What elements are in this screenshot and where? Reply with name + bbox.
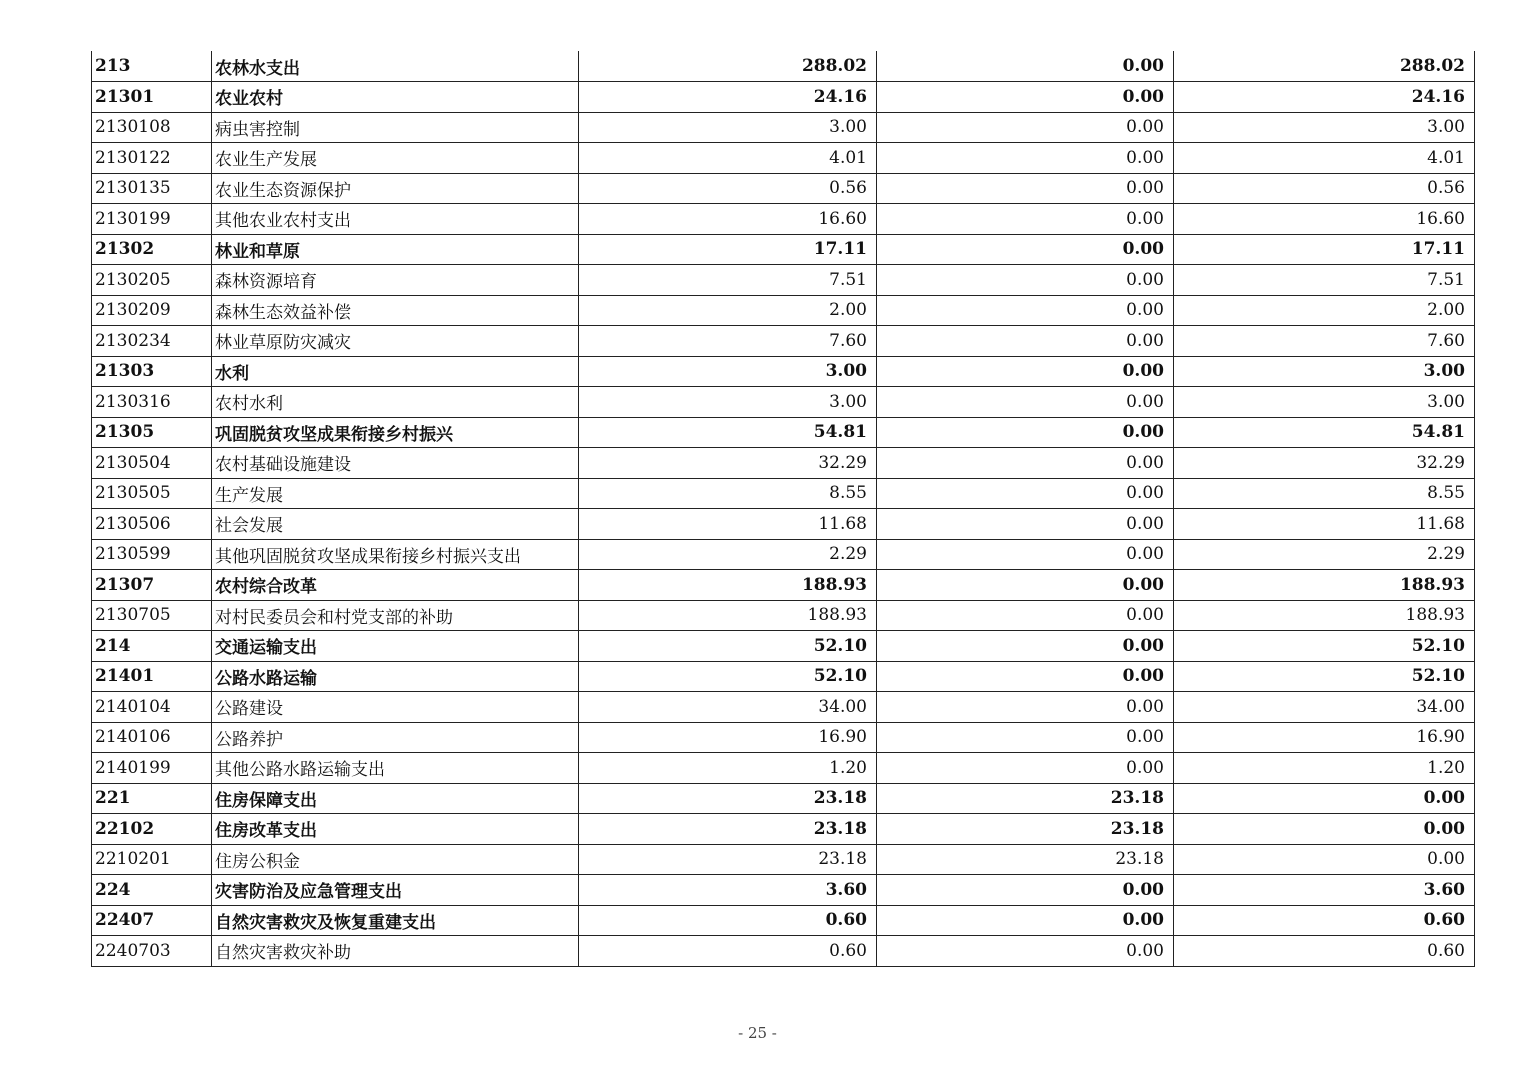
account-name-cell: 农业生态资源保护 — [212, 173, 579, 204]
page-number: - 25 - — [738, 1024, 777, 1042]
account-name-cell: 巩固脱贫攻坚成果衔接乡村振兴 — [212, 417, 579, 448]
table-row — [92, 478, 1475, 509]
project-expenditure-cell: 32.29 — [1174, 448, 1475, 479]
account-name-cell: 住房保障支出 — [212, 783, 579, 814]
account-name-cell: 交通运输支出 — [212, 631, 579, 662]
account-code-cell: 2240703 — [92, 936, 212, 967]
account-code-cell: 2130108 — [92, 112, 212, 143]
account-code-cell: 2210201 — [92, 844, 212, 875]
project-expenditure-cell: 3.60 — [1174, 875, 1475, 906]
project-expenditure-cell: 3.00 — [1174, 356, 1475, 387]
account-code-cell: 2130122 — [92, 143, 212, 174]
account-code-cell: 22102 — [92, 814, 212, 845]
account-code-cell: 22407 — [92, 905, 212, 936]
table-row — [92, 722, 1475, 753]
basic-expenditure-cell: 0.00 — [877, 173, 1174, 204]
account-code-cell: 2130705 — [92, 600, 212, 631]
table-row — [92, 234, 1475, 265]
project-expenditure-cell: 24.16 — [1174, 82, 1475, 113]
basic-expenditure-cell: 0.00 — [877, 509, 1174, 540]
basic-expenditure-cell: 0.00 — [877, 387, 1174, 418]
table-row — [92, 295, 1475, 326]
total-amount-cell: 16.90 — [579, 722, 877, 753]
total-amount-cell: 1.20 — [579, 753, 877, 784]
basic-expenditure-cell: 0.00 — [877, 875, 1174, 906]
table-row — [92, 51, 1475, 82]
total-amount-cell: 23.18 — [579, 844, 877, 875]
account-name-cell: 对村民委员会和村党支部的补助 — [212, 600, 579, 631]
table-row — [92, 82, 1475, 113]
account-code-cell: 2130599 — [92, 539, 212, 570]
account-code-cell: 2130316 — [92, 387, 212, 418]
account-code-cell: 2140106 — [92, 722, 212, 753]
project-expenditure-cell: 3.00 — [1174, 387, 1475, 418]
basic-expenditure-cell: 0.00 — [877, 936, 1174, 967]
account-name-cell: 生产发展 — [212, 478, 579, 509]
total-amount-cell: 3.00 — [579, 387, 877, 418]
project-expenditure-cell: 17.11 — [1174, 234, 1475, 265]
account-name-cell: 农村综合改革 — [212, 570, 579, 601]
account-name-cell: 农村水利 — [212, 387, 579, 418]
basic-expenditure-cell: 0.00 — [877, 600, 1174, 631]
account-code-cell: 2130205 — [92, 265, 212, 296]
basic-expenditure-cell: 0.00 — [877, 478, 1174, 509]
table-row — [92, 539, 1475, 570]
table-row — [92, 570, 1475, 601]
table-row — [92, 204, 1475, 235]
project-expenditure-cell: 2.00 — [1174, 295, 1475, 326]
basic-expenditure-cell: 0.00 — [877, 722, 1174, 753]
account-name-cell: 林业和草原 — [212, 234, 579, 265]
basic-expenditure-cell: 23.18 — [877, 814, 1174, 845]
account-code-cell: 2130506 — [92, 509, 212, 540]
total-amount-cell: 23.18 — [579, 783, 877, 814]
basic-expenditure-cell: 0.00 — [877, 51, 1174, 82]
account-name-cell: 灾害防治及应急管理支出 — [212, 875, 579, 906]
total-amount-cell: 2.29 — [579, 539, 877, 570]
table-row — [92, 905, 1475, 936]
account-code-cell: 224 — [92, 875, 212, 906]
project-expenditure-cell: 7.51 — [1174, 265, 1475, 296]
project-expenditure-cell: 0.56 — [1174, 173, 1475, 204]
account-name-cell: 农村基础设施建设 — [212, 448, 579, 479]
account-name-cell: 住房改革支出 — [212, 814, 579, 845]
table-row — [92, 783, 1475, 814]
project-expenditure-cell: 1.20 — [1174, 753, 1475, 784]
total-amount-cell: 3.00 — [579, 356, 877, 387]
account-name-cell: 自然灾害救灾及恢复重建支出 — [212, 905, 579, 936]
account-code-cell: 214 — [92, 631, 212, 662]
basic-expenditure-cell: 0.00 — [877, 753, 1174, 784]
basic-expenditure-cell: 0.00 — [877, 143, 1174, 174]
total-amount-cell: 3.00 — [579, 112, 877, 143]
project-expenditure-cell: 54.81 — [1174, 417, 1475, 448]
total-amount-cell: 32.29 — [579, 448, 877, 479]
basic-expenditure-cell: 0.00 — [877, 295, 1174, 326]
account-name-cell: 农林水支出 — [212, 51, 579, 82]
total-amount-cell: 54.81 — [579, 417, 877, 448]
account-code-cell: 21302 — [92, 234, 212, 265]
account-name-cell: 病虫害控制 — [212, 112, 579, 143]
table-row — [92, 143, 1475, 174]
basic-expenditure-cell: 0.00 — [877, 234, 1174, 265]
total-amount-cell: 0.56 — [579, 173, 877, 204]
table-row — [92, 600, 1475, 631]
account-name-cell: 其他巩固脱贫攻坚成果衔接乡村振兴支出 — [212, 539, 579, 570]
expenditure-table — [91, 51, 1475, 967]
basic-expenditure-cell: 0.00 — [877, 905, 1174, 936]
project-expenditure-cell: 11.68 — [1174, 509, 1475, 540]
table-row — [92, 692, 1475, 723]
project-expenditure-cell: 7.60 — [1174, 326, 1475, 357]
basic-expenditure-cell: 0.00 — [877, 570, 1174, 601]
table-row — [92, 631, 1475, 662]
project-expenditure-cell: 188.93 — [1174, 600, 1475, 631]
project-expenditure-cell: 52.10 — [1174, 631, 1475, 662]
project-expenditure-cell: 3.00 — [1174, 112, 1475, 143]
project-expenditure-cell: 34.00 — [1174, 692, 1475, 723]
table-row — [92, 326, 1475, 357]
table-row — [92, 875, 1475, 906]
account-name-cell: 自然灾害救灾补助 — [212, 936, 579, 967]
basic-expenditure-cell: 0.00 — [877, 661, 1174, 692]
project-expenditure-cell: 16.90 — [1174, 722, 1475, 753]
account-code-cell: 2130209 — [92, 295, 212, 326]
table-row — [92, 753, 1475, 784]
account-code-cell: 21301 — [92, 82, 212, 113]
table-row — [92, 936, 1475, 967]
account-code-cell: 2130135 — [92, 173, 212, 204]
project-expenditure-cell: 0.00 — [1174, 814, 1475, 845]
project-expenditure-cell: 16.60 — [1174, 204, 1475, 235]
basic-expenditure-cell: 0.00 — [877, 631, 1174, 662]
project-expenditure-cell: 4.01 — [1174, 143, 1475, 174]
table-row — [92, 844, 1475, 875]
table-row — [92, 387, 1475, 418]
account-name-cell: 水利 — [212, 356, 579, 387]
total-amount-cell: 0.60 — [579, 936, 877, 967]
total-amount-cell: 34.00 — [579, 692, 877, 723]
table-row — [92, 661, 1475, 692]
account-name-cell: 其他农业农村支出 — [212, 204, 579, 235]
basic-expenditure-cell: 23.18 — [877, 844, 1174, 875]
table-row — [92, 173, 1475, 204]
project-expenditure-cell: 288.02 — [1174, 51, 1475, 82]
table-row — [92, 417, 1475, 448]
total-amount-cell: 8.55 — [579, 478, 877, 509]
basic-expenditure-cell: 0.00 — [877, 417, 1174, 448]
total-amount-cell: 52.10 — [579, 631, 877, 662]
account-code-cell: 21303 — [92, 356, 212, 387]
total-amount-cell: 2.00 — [579, 295, 877, 326]
account-code-cell: 2140104 — [92, 692, 212, 723]
total-amount-cell: 288.02 — [579, 51, 877, 82]
account-name-cell: 公路水路运输 — [212, 661, 579, 692]
account-name-cell: 其他公路水路运输支出 — [212, 753, 579, 784]
account-code-cell: 2140199 — [92, 753, 212, 784]
table-row — [92, 112, 1475, 143]
basic-expenditure-cell: 0.00 — [877, 448, 1174, 479]
account-name-cell: 森林资源培育 — [212, 265, 579, 296]
account-name-cell: 公路建设 — [212, 692, 579, 723]
total-amount-cell: 188.93 — [579, 570, 877, 601]
total-amount-cell: 7.60 — [579, 326, 877, 357]
account-code-cell: 21305 — [92, 417, 212, 448]
account-code-cell: 2130199 — [92, 204, 212, 235]
account-name-cell: 公路养护 — [212, 722, 579, 753]
project-expenditure-cell: 0.00 — [1174, 844, 1475, 875]
account-code-cell: 21307 — [92, 570, 212, 601]
account-code-cell: 2130505 — [92, 478, 212, 509]
basic-expenditure-cell: 23.18 — [877, 783, 1174, 814]
basic-expenditure-cell: 0.00 — [877, 204, 1174, 235]
project-expenditure-cell: 0.60 — [1174, 905, 1475, 936]
account-code-cell: 2130234 — [92, 326, 212, 357]
account-code-cell: 213 — [92, 51, 212, 82]
total-amount-cell: 23.18 — [579, 814, 877, 845]
account-name-cell: 森林生态效益补偿 — [212, 295, 579, 326]
table-row — [92, 448, 1475, 479]
project-expenditure-cell: 0.60 — [1174, 936, 1475, 967]
basic-expenditure-cell: 0.00 — [877, 326, 1174, 357]
total-amount-cell: 17.11 — [579, 234, 877, 265]
account-code-cell: 221 — [92, 783, 212, 814]
project-expenditure-cell: 0.00 — [1174, 783, 1475, 814]
total-amount-cell: 16.60 — [579, 204, 877, 235]
basic-expenditure-cell: 0.00 — [877, 112, 1174, 143]
project-expenditure-cell: 8.55 — [1174, 478, 1475, 509]
total-amount-cell: 52.10 — [579, 661, 877, 692]
basic-expenditure-cell: 0.00 — [877, 265, 1174, 296]
basic-expenditure-cell: 0.00 — [877, 356, 1174, 387]
project-expenditure-cell: 188.93 — [1174, 570, 1475, 601]
account-name-cell: 农业农村 — [212, 82, 579, 113]
account-code-cell: 21401 — [92, 661, 212, 692]
total-amount-cell: 188.93 — [579, 600, 877, 631]
table-row — [92, 265, 1475, 296]
account-name-cell: 林业草原防灾减灾 — [212, 326, 579, 357]
basic-expenditure-cell: 0.00 — [877, 692, 1174, 723]
table-row — [92, 814, 1475, 845]
account-code-cell: 2130504 — [92, 448, 212, 479]
project-expenditure-cell: 2.29 — [1174, 539, 1475, 570]
table-body — [92, 51, 1475, 966]
total-amount-cell: 4.01 — [579, 143, 877, 174]
total-amount-cell: 11.68 — [579, 509, 877, 540]
table-row — [92, 356, 1475, 387]
account-name-cell: 社会发展 — [212, 509, 579, 540]
total-amount-cell: 0.60 — [579, 905, 877, 936]
table-row — [92, 509, 1475, 540]
total-amount-cell: 24.16 — [579, 82, 877, 113]
project-expenditure-cell: 52.10 — [1174, 661, 1475, 692]
account-name-cell: 住房公积金 — [212, 844, 579, 875]
account-name-cell: 农业生产发展 — [212, 143, 579, 174]
total-amount-cell: 3.60 — [579, 875, 877, 906]
basic-expenditure-cell: 0.00 — [877, 539, 1174, 570]
basic-expenditure-cell: 0.00 — [877, 82, 1174, 113]
total-amount-cell: 7.51 — [579, 265, 877, 296]
